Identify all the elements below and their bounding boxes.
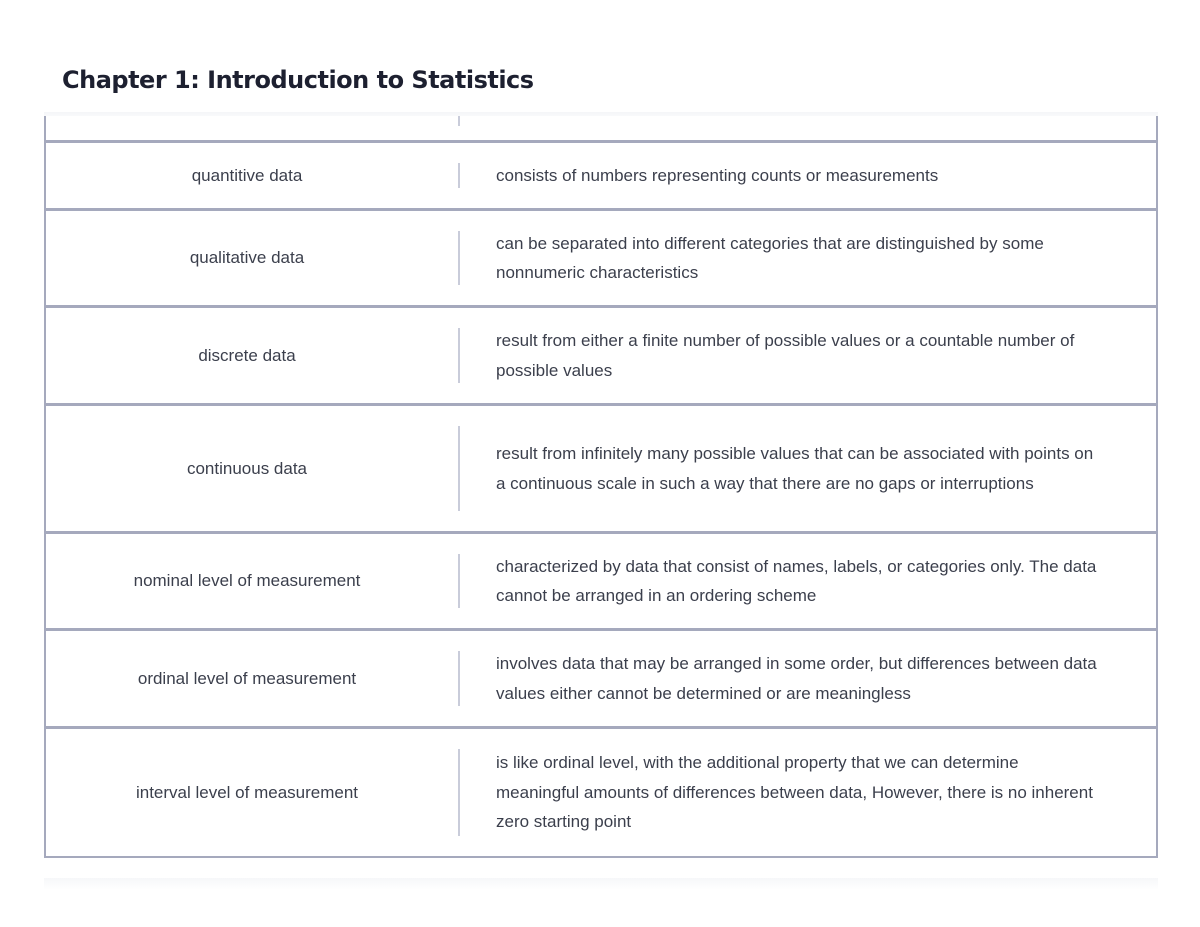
definition-cell: characterized by data that consist of names, labels, or categories only. The data cannot be arranged in an ordering scheme bbox=[496, 556, 1097, 605]
table-row bbox=[46, 631, 1156, 729]
flashcard-table bbox=[44, 116, 1158, 858]
term-cell: ordinal level of measurement bbox=[137, 668, 357, 688]
term-cell: nominal level of measurement bbox=[133, 571, 361, 590]
table-row bbox=[46, 308, 1156, 406]
term-cell: quantitive data bbox=[191, 165, 303, 185]
table-row bbox=[46, 729, 1156, 856]
term-cell: qualitative data bbox=[189, 248, 305, 267]
definition-cell: consists of numbers representing counts or measurements bbox=[496, 165, 939, 185]
table-row bbox=[46, 143, 1156, 211]
definition-cell: result from either a finite number of possible values or a countable number of possible values bbox=[496, 331, 1075, 380]
table-row bbox=[46, 211, 1156, 308]
definition-cell: is like ordinal level, with the additional property that we can determine meaningful amounts of differences between data, However, there is no inherent zero starting point bbox=[496, 753, 1093, 832]
definition-cell: involves data that may be arranged in some order, but differences between data values either cannot be determined or are meaningless bbox=[496, 654, 1097, 703]
definition-cell: result from infinitely many possible values that can be associated with points on a continuous scale in such a way that there are no gaps or interruptions bbox=[496, 444, 1094, 493]
definition-cell: can be separated into different categories that are distinguished by some nonnumeric characteristics bbox=[496, 233, 1044, 282]
column-divider bbox=[458, 116, 460, 126]
term-cell: interval level of measurement bbox=[135, 782, 359, 802]
page-title: Chapter 1: Introduction to Statistics bbox=[62, 66, 534, 94]
term-cell: continuous data bbox=[186, 458, 308, 478]
table-row-partial bbox=[46, 116, 1156, 143]
table-row bbox=[46, 534, 1156, 631]
table-row bbox=[46, 406, 1156, 534]
term-cell: discrete data bbox=[198, 345, 296, 365]
page-bottom-fade bbox=[44, 878, 1158, 890]
